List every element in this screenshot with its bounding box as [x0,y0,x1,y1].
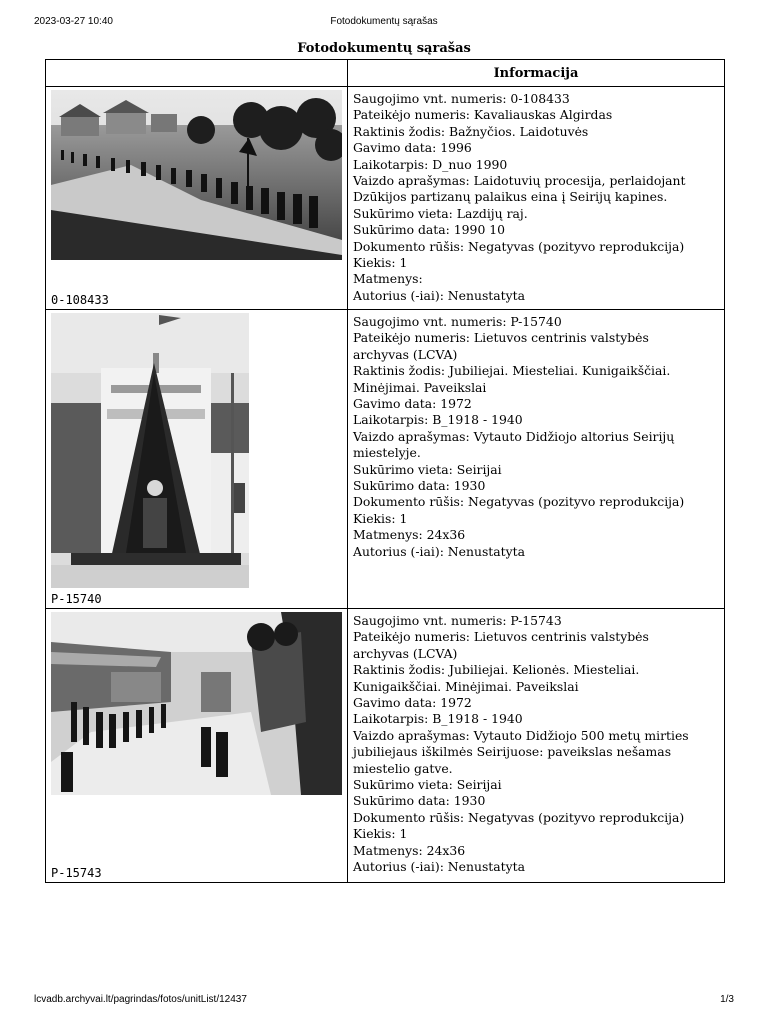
info-line: Raktinis žodis: Jubiliejai. Miesteliai. Kunigaikščiai. [353,363,671,379]
info-line: Vaizdo aprašymas: Vytauto Didžiojo altorius Seirijų [353,428,675,444]
page-number: 1/3 [720,994,734,1005]
image-id: P-15743 [51,866,102,880]
info-line: archyvas (LCVA) [353,645,458,661]
info-line: miestelio gatve. [353,760,453,776]
table-row [46,310,725,609]
info-line: Kiekis: 1 [353,510,408,526]
print-header [34,16,734,30]
info-line: Gavimo data: 1972 [353,396,472,412]
info-line: Saugojimo vnt. numeris: P-15740 [353,314,562,329]
print-datetime: 2023-03-27 10:40 [34,16,113,27]
info-line: Laikotarpis: B_1918 - 1940 [353,412,523,428]
info-line: Laikotarpis: B_1918 - 1940 [353,711,523,727]
info-line: Sukūrimo vieta: Seirijai [353,777,502,793]
table-row [46,87,725,310]
info-line: Autorius (-iai): Nenustatyta [353,287,526,303]
print-page-title: Fotodokumentų sąrašas [330,16,438,27]
info-line: Dzūkijos partizanų palaikus eina į Seirijų kapines. [353,189,668,205]
info-line: Raktinis žodis: Bažnyčios. Laidotuvės [353,123,589,139]
info-line: Sukūrimo vieta: Seirijai [353,461,502,477]
info-line: Gavimo data: 1972 [353,695,472,711]
info-line: Vaizdo aprašymas: Vytauto Didžiojo 500 metų mirties [353,727,689,743]
info-line: Kiekis: 1 [353,826,408,842]
info-line: Minėjimai. Paveikslai [353,379,487,395]
info-line: Kunigaikščiai. Minėjimai. Paveikslai [353,678,579,694]
document-title: Fotodokumentų sąrašas [297,41,471,56]
print-footer [34,994,734,1008]
info-line: Sukūrimo vieta: Lazdijų raj. [353,205,528,221]
info-line: Autorius (-iai): Nenustatyta [353,543,526,559]
info-line: Matmenys: [353,271,423,287]
table-header-row [46,60,725,87]
info-line: Dokumento rūšis: Negatyvas (pozityvo reprodukcija) [353,494,685,510]
info-line: archyvas (LCVA) [353,346,458,362]
info-line: Sukūrimo data: 1990 10 [353,222,506,238]
column-header-image [46,60,348,87]
image-id: P-15740 [51,592,102,606]
info-line: Dokumento rūšis: Negatyvas (pozityvo reprodukcija) [353,238,685,254]
street-procession-photo[interactable] [51,612,342,795]
decorated-altar-photo[interactable] [51,313,249,588]
info-line: Saugojimo vnt. numeris: 0-108433 [353,91,570,106]
table-row [46,609,725,883]
info-line: Pateikėjo numeris: Lietuvos centrinis valstybės [353,330,649,346]
image-cell [46,87,348,310]
info-line: jubiliejaus iškilmės Seirijuose: paveikslas nešamas [353,744,672,760]
info-line: Matmenys: 24x36 [353,842,466,858]
info-cell [348,609,725,883]
image-cell [46,310,348,609]
info-line: Sukūrimo data: 1930 [353,478,486,494]
column-header-info: Informacija [348,60,725,87]
info-cell [348,310,725,609]
info-line: Gavimo data: 1996 [353,140,472,156]
info-line: Autorius (-iai): Nenustatyta [353,859,526,875]
funeral-procession-photo[interactable] [51,90,342,260]
info-line: Vaizdo aprašymas: Laidotuvių procesija, perlaidojant [353,173,686,189]
info-line: Matmenys: 24x36 [353,527,466,543]
info-line: Pateikėjo numeris: Kavaliauskas Algirdas [353,107,613,123]
info-line: Saugojimo vnt. numeris: P-15743 [353,613,562,628]
info-line: miestelyje. [353,445,421,461]
info-line: Sukūrimo data: 1930 [353,793,486,809]
info-line: Laikotarpis: D_nuo 1990 [353,156,508,172]
units-table [45,59,725,883]
info-line: Raktinis žodis: Jubiliejai. Kelionės. Miesteliai. [353,662,640,678]
info-line: Pateikėjo numeris: Lietuvos centrinis valstybės [353,629,649,645]
info-line: Kiekis: 1 [353,255,408,271]
print-url: lcvadb.archyvai.lt/pagrindas/fotos/unitList/12437 [34,994,247,1005]
info-line: Dokumento rūšis: Negatyvas (pozityvo reprodukcija) [353,809,685,825]
image-cell [46,609,348,883]
image-id: 0-108433 [51,293,109,307]
info-cell [348,87,725,310]
